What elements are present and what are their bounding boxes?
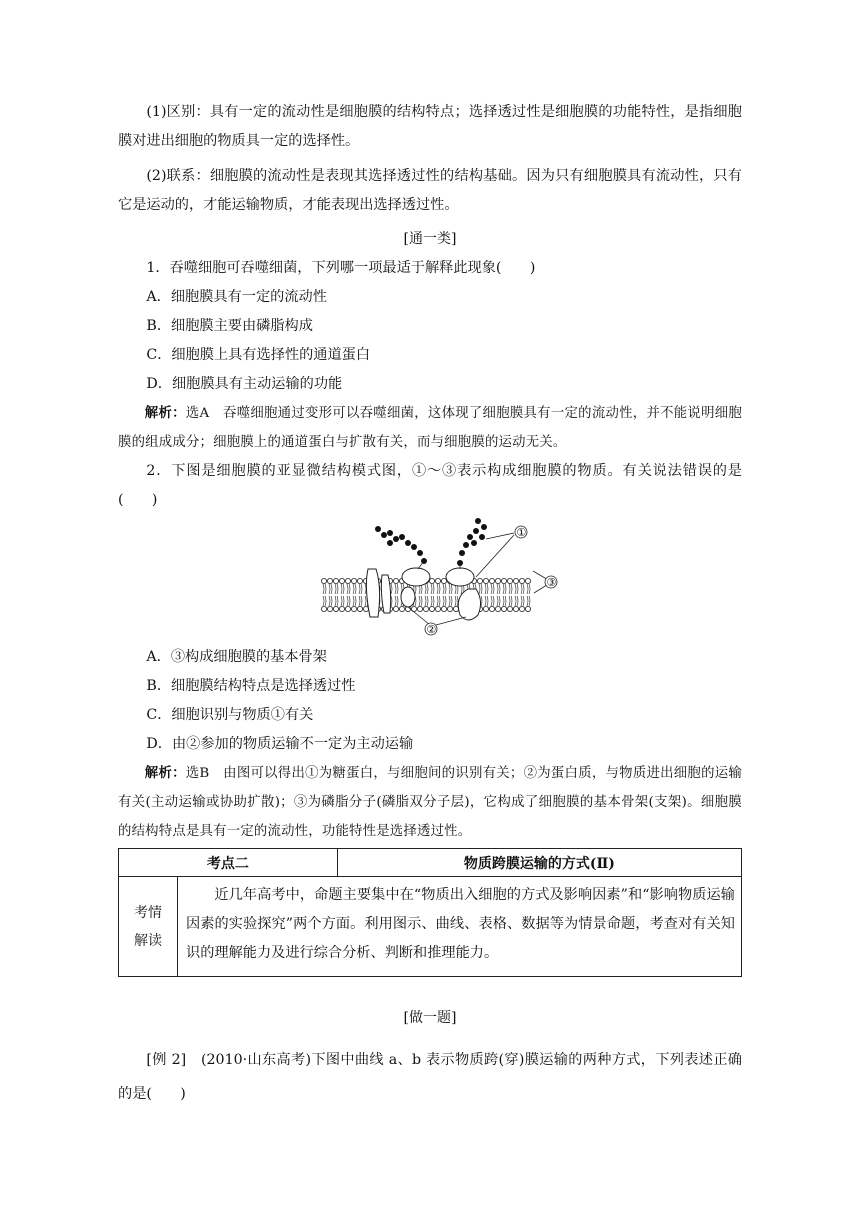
phospholipid-tail: [431, 584, 434, 606]
example-source: 山东高考: [247, 1052, 306, 1068]
phospholipid-head-top: [483, 578, 488, 583]
phospholipid-head-bottom: [399, 606, 404, 611]
kaodian-body: 近几年高考中，命题主要集中在“物质出入细胞的方式及影响因素”和“影响物质运输因素的实验探究”两个方面。利用图示、曲线、表格、数据等为情景命题，考查对有关知识的理解能力及进行综合分析、判断和推理能力。: [186, 887, 735, 961]
question-1-option-b: B．细胞膜主要由磷脂构成: [146, 318, 313, 334]
phospholipid-tail: [359, 584, 362, 606]
phospholipid-head-bottom: [429, 606, 434, 611]
phospholipid-head-bottom: [447, 606, 452, 611]
question-2-option-b: B．细胞膜结构特点是选择透过性: [146, 678, 356, 694]
phospholipid-head-bottom: [513, 606, 518, 611]
protein-channel-left: [366, 569, 379, 617]
peripheral-protein-1: [402, 568, 430, 586]
phospholipid-head-bottom: [489, 606, 494, 611]
kaodian-body-cell: [178, 877, 742, 977]
example-rest: )下图中曲线 a、b 表示物质跨(穿)膜运输的两种方式，下列表述正确的是( ): [118, 1052, 742, 1102]
phospholipid-head-top: [489, 578, 494, 583]
question-2-stem: 2．下图是细胞膜的亚显微结构模式图，①～③表示构成细胞膜的物质。有关说法错误的是( ): [118, 463, 742, 508]
phospholipid-head-bottom: [501, 606, 506, 611]
phospholipid-tail: [449, 584, 452, 606]
phospholipid-tail: [419, 584, 422, 606]
intro-paragraph-1: (1)区别：具有一定的流动性是细胞膜的结构特点；选择透过性是细胞膜的功能特性，是指细胞膜对进出细胞的物质具一定的选择性。: [118, 104, 742, 149]
phospholipid-head-top: [345, 578, 350, 583]
phospholipid-head-top: [477, 578, 482, 583]
kaodian-left-label: [119, 877, 178, 977]
analysis-text: 选B 由图可以得出①为糖蛋白，与细胞间的识别有关；②为蛋白质，与物质进出细胞的运输有关(主动运输或协助扩散)；③为磷脂分子(磷脂双分子层)，它构成了细胞膜的基本骨架(支架)。细胞膜的结构特点是具有一定的流动性，功能特性是选择透过性。: [118, 766, 742, 839]
diagram-label-3: ③: [546, 576, 557, 589]
membrane-svg: [318, 517, 558, 637]
phospholipid-head-top: [441, 578, 446, 583]
phospholipid-tail: [509, 584, 512, 606]
kaodian-topic: 物质跨膜运输的方式(Ⅱ): [337, 849, 741, 877]
protein-channel-right: [381, 575, 390, 613]
phospholipid-tail: [485, 584, 488, 606]
question-2-option-d: D．由②参加的物质运输不一定为主动运输: [146, 736, 414, 752]
phospholipid-head-top: [339, 578, 344, 583]
kaodian-title: 考点二: [119, 849, 338, 877]
document-page: [118, 98, 742, 1111]
phospholipid-head-top: [351, 578, 356, 583]
phospholipid-head-bottom: [519, 606, 524, 611]
phospholipid-tail: [335, 584, 338, 606]
example-prefix: [例 2] (2010·: [146, 1052, 248, 1068]
phospholipid-head-top: [357, 578, 362, 583]
question-1-option-c: C．细胞膜上具有选择性的通道蛋白: [146, 347, 371, 363]
phospholipid-head-top: [321, 578, 326, 583]
phospholipid-head-bottom: [423, 606, 428, 611]
kaodian-left-label-1: 考情: [134, 904, 162, 921]
diagram-label-2: ②: [426, 623, 437, 636]
phospholipid-head-bottom: [339, 606, 344, 611]
section-heading-tongyilei: [通一类]: [403, 231, 457, 247]
phospholipid-head-top: [501, 578, 506, 583]
phospholipid-head-top: [525, 578, 530, 583]
peripheral-protein-2: [446, 568, 474, 586]
question-2-option-c: C．细胞识别与物质①有关: [146, 707, 314, 723]
phospholipid-head-top: [495, 578, 500, 583]
question-1-option-d: D．细胞膜具有主动运输的功能: [146, 376, 343, 392]
question-1-stem: 1．吞噬细胞可吞噬细菌，下列哪一项最适于解释此现象( ): [146, 260, 536, 276]
question-1-option-a: A．细胞膜具有一定的流动性: [146, 289, 327, 305]
phospholipid-head-bottom: [393, 606, 398, 611]
analysis-label: 解析：: [144, 765, 186, 781]
phospholipid-head-bottom: [417, 606, 422, 611]
question-2-analysis: [118, 759, 742, 846]
phospholipid-tail: [353, 584, 356, 606]
transmembrane-protein: [458, 589, 480, 620]
phospholipid-head-top: [513, 578, 518, 583]
phospholipid-tail: [527, 584, 530, 606]
phospholipid-tail: [497, 584, 500, 606]
phospholipid-head-bottom: [345, 606, 350, 611]
phospholipid-head-top: [333, 578, 338, 583]
embedded-protein: [401, 587, 415, 607]
phospholipid-head-top: [519, 578, 524, 583]
phospholipid-head-top: [507, 578, 512, 583]
kaodian-left-label-2: 解读: [134, 932, 162, 949]
kaodian-table: [118, 848, 742, 977]
phospholipid-tail: [341, 584, 344, 606]
phospholipid-tail: [503, 584, 506, 606]
analysis-text: 选A 吞噬细胞通过变形可以吞噬细菌，这体现了细胞膜具有一定的流动性，并不能说明细胞膜的组成成分；细胞膜上的通道蛋白与扩散有关，而与细胞膜的运动无关。: [118, 406, 742, 450]
phospholipid-tail: [443, 584, 446, 606]
phospholipid-head-top: [429, 578, 434, 583]
section-heading-zuoyiti: [做一题]: [403, 1010, 457, 1026]
phospholipid-tail: [329, 584, 332, 606]
glycoprotein-sugar-chains: [375, 518, 487, 566]
phospholipid-tail: [437, 584, 440, 606]
phospholipid-head-bottom: [351, 606, 356, 611]
phospholipid-head-bottom: [483, 606, 488, 611]
phospholipid-tail: [455, 584, 458, 606]
phospholipid-head-bottom: [357, 606, 362, 611]
phospholipid-head-bottom: [435, 606, 440, 611]
phospholipid-tail: [323, 584, 326, 606]
cell-membrane-diagram: [118, 517, 742, 637]
phospholipid-head-top: [435, 578, 440, 583]
phospholipid-head-bottom: [495, 606, 500, 611]
intro-paragraph-2: (2)联系：细胞膜的流动性是表现其选择透过性的结构基础。因为只有细胞膜具有流动性，只有它是运动的，才能运输物质，才能表现出选择透过性。: [118, 168, 742, 213]
example-2-stem: [118, 1043, 742, 1111]
phospholipid-tail: [515, 584, 518, 606]
phospholipid-head-top: [327, 578, 332, 583]
diagram-label-1: ①: [516, 526, 527, 539]
phospholipid-tail: [425, 584, 428, 606]
analysis-label: 解析：: [144, 405, 186, 421]
phospholipid-tail: [347, 584, 350, 606]
phospholipid-tail: [521, 584, 524, 606]
phospholipid-head-bottom: [441, 606, 446, 611]
phospholipid-head-bottom: [507, 606, 512, 611]
phospholipid-head-bottom: [525, 606, 530, 611]
phospholipid-head-bottom: [327, 606, 332, 611]
phospholipid-head-bottom: [321, 606, 326, 611]
phospholipid-head-bottom: [333, 606, 338, 611]
phospholipid-head-top: [393, 578, 398, 583]
question-1-analysis: [118, 399, 742, 457]
phospholipid-tail: [395, 584, 398, 606]
question-2-option-a: A．③构成细胞膜的基本骨架: [146, 649, 327, 665]
phospholipid-tail: [491, 584, 494, 606]
